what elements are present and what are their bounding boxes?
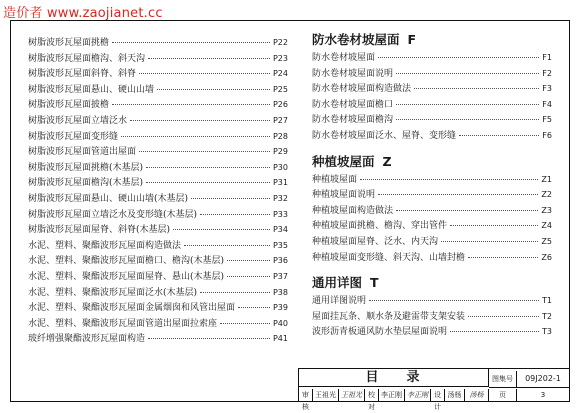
toc-entry-page: Z4 bbox=[541, 221, 552, 231]
toc-entry-title: 树脂波形瓦屋面悬山、硬山山墙 bbox=[28, 84, 155, 95]
toc-entry-title: 树脂波形瓦屋面屋脊、斜脊(木基层) bbox=[28, 225, 171, 236]
toc-entry bbox=[28, 113, 288, 129]
dot-leader bbox=[121, 136, 270, 137]
toc-section bbox=[312, 273, 552, 340]
toc-entry bbox=[28, 269, 288, 285]
toc-entry bbox=[28, 129, 288, 145]
toc-entry-page: P35 bbox=[272, 240, 288, 250]
dot-leader bbox=[200, 214, 270, 215]
section-title bbox=[312, 30, 552, 50]
toc-entry-page: P23 bbox=[272, 53, 288, 63]
dot-leader bbox=[459, 135, 539, 136]
watermark-text: 造价者 www.zaojianet.cc bbox=[3, 6, 163, 21]
toc-entry-title: 树脂波形瓦屋面挑檐(木基层) bbox=[28, 162, 144, 173]
toc-entry bbox=[28, 35, 288, 51]
toc-entry bbox=[312, 187, 552, 203]
toc-entry-page: T1 bbox=[542, 296, 552, 306]
toc-entry bbox=[28, 51, 288, 67]
toc-entry-page: T3 bbox=[542, 327, 552, 337]
toc-entry bbox=[28, 300, 288, 316]
dot-leader bbox=[396, 104, 539, 105]
toc-entry-title: 防水卷材坡屋面檐口 bbox=[312, 99, 394, 110]
designer-name: 汤杨 bbox=[445, 389, 465, 401]
toc-entry-page: F6 bbox=[542, 130, 552, 140]
toc-entry-title: 防水卷材坡屋面说明 bbox=[312, 68, 394, 79]
toc-entry-title: 树脂波形瓦屋面立墙泛水 bbox=[28, 115, 128, 126]
toc-entry bbox=[312, 50, 552, 66]
toc-entry bbox=[28, 66, 288, 82]
toc-entry-page: P25 bbox=[272, 84, 288, 94]
toc-entry-page: F5 bbox=[542, 115, 552, 125]
toc-entry bbox=[28, 253, 288, 269]
dot-leader bbox=[146, 182, 270, 183]
toc-entry-title: 水泥、塑料、聚酯波形瓦屋面管道出屋面拉索座 bbox=[28, 318, 218, 329]
toc-entry-title: 树脂波形瓦屋面变形缝 bbox=[28, 131, 119, 142]
dot-leader bbox=[139, 151, 270, 152]
toc-entry-page: P37 bbox=[272, 271, 288, 281]
toc-entry-page: F2 bbox=[542, 68, 552, 78]
atlas-number: 09J202-1 bbox=[525, 374, 561, 383]
title-block bbox=[298, 368, 569, 411]
toc-entry-page: P27 bbox=[272, 115, 288, 125]
toc-entry-title: 防水卷材坡屋面檐沟 bbox=[312, 115, 394, 126]
section-title-text: 防水卷材坡屋面 bbox=[312, 32, 400, 47]
toc-entry-title: 防水卷材坡屋面 bbox=[312, 53, 376, 63]
toc-entry-page: P39 bbox=[272, 303, 288, 313]
section-title-text: 通用详图 bbox=[312, 275, 363, 291]
dot-leader bbox=[441, 241, 538, 242]
dot-leader bbox=[396, 73, 539, 74]
page-label: 页 bbox=[489, 389, 517, 401]
toc-entry-page: Z6 bbox=[541, 252, 552, 262]
dot-leader bbox=[360, 179, 538, 180]
section-title-text: 种植坡屋面 bbox=[312, 153, 375, 169]
toc-entry bbox=[28, 331, 288, 347]
atlas-number-label: 图集号 bbox=[489, 371, 517, 387]
toc-entry-title: 水泥、塑料、聚酯波形瓦屋面金属烟囱和风管出屋面 bbox=[28, 303, 236, 314]
toc-entry-page: P36 bbox=[272, 256, 288, 266]
toc-entry bbox=[312, 81, 552, 97]
toc-entry-page: F4 bbox=[542, 99, 552, 109]
toc-entry bbox=[312, 97, 552, 113]
toc-entry-title: 水泥、塑料、聚酯波形瓦屋面泛水(木基层) bbox=[28, 287, 198, 298]
dot-leader bbox=[227, 276, 270, 277]
toc-entry-title: 种植坡屋面变形缝、斜天沟、山墙封檐 bbox=[312, 252, 466, 263]
reviewer-signature: 王祖光 bbox=[339, 389, 365, 401]
dot-leader bbox=[200, 292, 270, 293]
toc-entry-page: P34 bbox=[272, 225, 288, 235]
dot-leader bbox=[378, 57, 539, 58]
dot-leader bbox=[468, 316, 539, 317]
reviewer-name: 王祖光 bbox=[313, 389, 339, 401]
dot-leader bbox=[450, 331, 539, 332]
toc-entry-title: 树脂波形瓦屋面斜脊、斜脊 bbox=[28, 69, 137, 80]
toc-entry-title: 树脂波形瓦屋面檐沟、斜天沟 bbox=[28, 53, 146, 64]
toc-entry-page: F1 bbox=[542, 53, 552, 62]
toc-entry bbox=[312, 128, 552, 144]
toc-entry bbox=[28, 285, 288, 301]
toc-entry-page: P28 bbox=[272, 131, 288, 141]
checker-name: 李正刚 bbox=[379, 389, 405, 401]
dot-leader bbox=[414, 88, 539, 89]
toc-entry bbox=[312, 234, 552, 250]
toc-entry-page: Z1 bbox=[541, 174, 552, 184]
design-label: 设计 bbox=[431, 389, 445, 401]
toc-entry-page: P40 bbox=[272, 318, 288, 328]
toc-entry bbox=[312, 66, 552, 82]
toc-entry bbox=[312, 112, 552, 128]
page-number: 3 bbox=[540, 391, 546, 399]
toc-entry-page: P33 bbox=[272, 209, 288, 219]
designer-signature: 汤杨 bbox=[465, 389, 489, 401]
toc-entry bbox=[28, 82, 288, 98]
toc-entry-page: P32 bbox=[272, 193, 288, 203]
review-label: 审核 bbox=[299, 389, 313, 401]
toc-entry-page: P31 bbox=[272, 178, 288, 188]
toc-entry-page: F3 bbox=[542, 84, 552, 94]
toc-entry-title: 水泥、塑料、聚酯波形瓦屋面构造做法 bbox=[28, 240, 182, 251]
dot-leader bbox=[369, 300, 539, 301]
toc-entry bbox=[312, 324, 552, 340]
toc-section bbox=[312, 152, 552, 266]
toc-entry bbox=[28, 222, 288, 238]
toc-entry bbox=[28, 316, 288, 332]
dot-leader bbox=[220, 323, 270, 324]
toc-entry-title: 屋面挂瓦条、顺水条及避雷带支架安装 bbox=[312, 311, 466, 322]
toc-entry bbox=[312, 309, 552, 325]
dot-leader bbox=[450, 225, 538, 226]
toc-entry-title: 种植坡屋面构造做法 bbox=[312, 205, 394, 216]
dot-leader bbox=[227, 260, 270, 261]
toc-entry bbox=[28, 238, 288, 254]
toc-entry-page: P29 bbox=[272, 147, 288, 157]
dot-leader bbox=[112, 42, 270, 43]
toc-entry bbox=[312, 250, 552, 266]
toc-left-column bbox=[28, 35, 288, 347]
toc-entry bbox=[312, 218, 552, 234]
toc-entry-title: 树脂波形瓦屋面檐沟(木基层) bbox=[28, 178, 144, 189]
toc-entry-title: 波形沥青板通风防水垫层屋面说明 bbox=[312, 327, 448, 338]
toc-entry-title: 种植坡屋面屋脊、泛水、内天沟 bbox=[312, 236, 439, 247]
toc-entry-page: Z2 bbox=[541, 190, 552, 200]
toc-entry-page: P30 bbox=[272, 162, 288, 172]
section-code: F bbox=[407, 32, 417, 47]
toc-entry-title: 玻纤增强聚酯波形瓦屋面构造 bbox=[28, 334, 146, 345]
title-block-main-title: 目录 bbox=[299, 369, 489, 387]
dot-leader bbox=[148, 58, 270, 59]
section-code: Z bbox=[382, 153, 392, 169]
dot-leader bbox=[157, 89, 270, 90]
toc-entry bbox=[28, 191, 288, 207]
title-block-divider bbox=[489, 387, 569, 388]
toc-entry bbox=[312, 172, 552, 188]
dot-leader bbox=[191, 198, 270, 199]
dot-leader bbox=[378, 194, 538, 195]
toc-entry bbox=[28, 144, 288, 160]
toc-entry bbox=[312, 293, 552, 309]
toc-entry-title: 树脂波形瓦屋面管道出屋面 bbox=[28, 147, 137, 158]
dot-leader bbox=[130, 120, 270, 121]
toc-entry-page: T2 bbox=[542, 311, 552, 321]
toc-entry-page: P24 bbox=[272, 69, 288, 79]
toc-entry-title: 种植坡屋面挑檐、檐沟、穿出管件 bbox=[312, 221, 448, 232]
toc-entry-page: P22 bbox=[272, 38, 288, 47]
toc-entry bbox=[28, 175, 288, 191]
dot-leader bbox=[396, 119, 539, 120]
toc-entry-page: Z3 bbox=[541, 205, 552, 215]
toc-right-column bbox=[312, 30, 552, 348]
toc-entry-title: 树脂波形瓦屋面立墙泛水及变形缝(木基层) bbox=[28, 209, 198, 220]
dot-leader bbox=[146, 167, 270, 168]
toc-entry-page: P41 bbox=[272, 334, 288, 344]
toc-entry-title: 水泥、塑料、聚酯波形瓦屋面檐口、檐沟(木基层) bbox=[28, 256, 225, 267]
toc-entry-title: 水泥、塑料、聚酯波形瓦屋面屋脊、悬山(木基层) bbox=[28, 271, 225, 282]
section-code: T bbox=[370, 275, 379, 291]
dot-leader bbox=[238, 307, 270, 308]
section-title bbox=[312, 152, 552, 172]
toc-entry-title: 种植坡屋面 bbox=[312, 174, 358, 185]
toc-section bbox=[312, 30, 552, 144]
dot-leader bbox=[396, 210, 538, 211]
dot-leader bbox=[112, 104, 270, 105]
toc-entry-title: 防水卷材坡屋面构造做法 bbox=[312, 84, 412, 95]
toc-entry-page: Z5 bbox=[541, 236, 552, 246]
dot-leader bbox=[468, 257, 538, 258]
check-label: 校对 bbox=[365, 389, 379, 401]
toc-entry-title: 树脂波形瓦屋面披檐 bbox=[28, 100, 110, 111]
toc-entry-title: 树脂波形瓦屋面挑檐 bbox=[28, 38, 110, 48]
dot-leader bbox=[139, 73, 270, 74]
toc-entry bbox=[28, 207, 288, 223]
dot-leader bbox=[184, 245, 270, 246]
toc-entry bbox=[28, 97, 288, 113]
toc-entry-title: 种植坡屋面说明 bbox=[312, 190, 376, 201]
dot-leader bbox=[148, 338, 270, 339]
toc-entry bbox=[28, 160, 288, 176]
section-title bbox=[312, 273, 552, 293]
toc-entry-title: 通用详图说明 bbox=[312, 296, 367, 307]
toc-entry bbox=[312, 203, 552, 219]
checker-signature: 李正刚 bbox=[405, 389, 431, 401]
toc-entry-title: 树脂波形瓦屋面悬山、硬山山墙(木基层) bbox=[28, 193, 189, 204]
toc-entry-page: P38 bbox=[272, 287, 288, 297]
toc-entry-title: 防水卷材坡屋面泛水、屋脊、变形缝 bbox=[312, 130, 457, 141]
toc-entry-page: P26 bbox=[272, 100, 288, 110]
dot-leader bbox=[173, 229, 270, 230]
